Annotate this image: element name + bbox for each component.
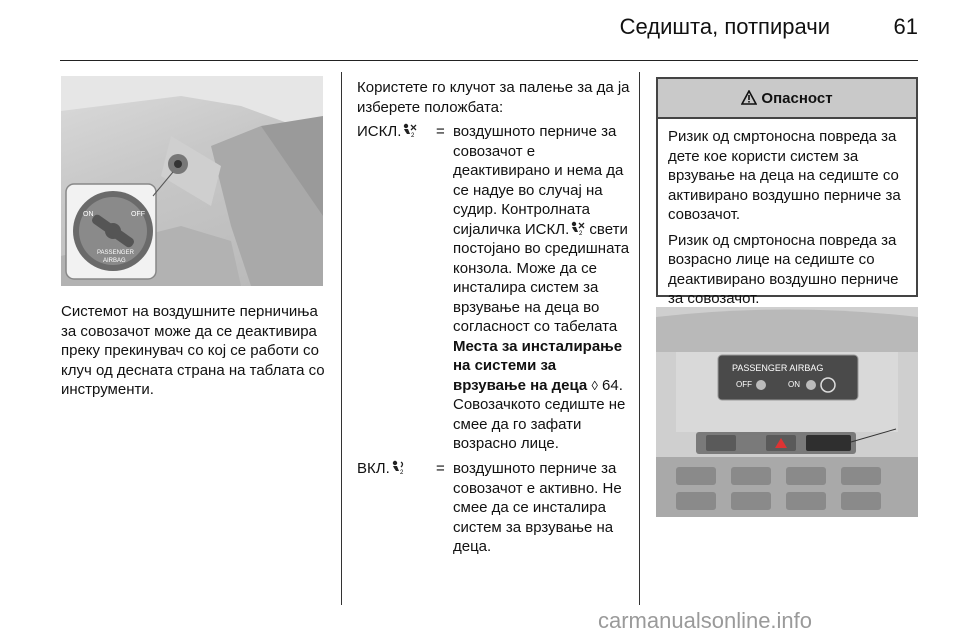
switch-airbag-label: AIRBAG xyxy=(103,258,126,264)
watermark: carmanualsonline.info xyxy=(598,608,813,633)
cross-reference-icon: ◊ xyxy=(591,377,598,393)
page-title: Седишта, потпирачи xyxy=(619,14,830,39)
switch-off-label: OFF xyxy=(131,211,145,218)
switch-on-label: ON xyxy=(83,211,94,218)
switch-passenger-label: PASSENGER xyxy=(97,250,134,256)
off-def-part-3: Совозачкото седиште не смее да го зафати возрасно лице. xyxy=(453,396,626,452)
indicator-off-label: OFF xyxy=(736,380,752,389)
header-rule xyxy=(60,60,918,61)
column-divider xyxy=(639,72,640,605)
on-equals: = xyxy=(436,460,445,477)
warning-triangle-icon xyxy=(741,90,757,106)
airbag-key-switch-figure xyxy=(61,76,323,286)
warning-title: Опасност xyxy=(761,89,833,107)
airbag-off-icon xyxy=(569,220,585,236)
off-equals: = xyxy=(436,123,445,140)
column-divider xyxy=(341,72,342,605)
on-definition: воздушното перниче за совозачот е активно. Не смее да се инсталира систем за врзување на деца. xyxy=(453,460,622,555)
svg-text:2: 2 xyxy=(399,470,404,475)
warning-header xyxy=(658,79,916,119)
airbag-on-icon xyxy=(390,459,406,475)
off-def-part-2: свети постојано во средишната конзола. Може да се инсталира систем за врзување на деца во согласност со табелата xyxy=(453,220,630,335)
svg-text:2: 2 xyxy=(579,230,583,236)
key-switch-illustration xyxy=(61,76,323,286)
off-def-part-1: воздушното перниче за совозачот е деактивирано и нема да се надуе во случај на судир. Контролната сијаличка ИСКЛ. xyxy=(453,123,624,238)
airbag-off-icon xyxy=(401,122,417,138)
warning-paragraph-1: Ризик од смртоносна повреда за дете кое користи систем за врзување на деца на седиште со активирано воздушно перниче за совозачот. xyxy=(668,128,901,223)
page-reference: 64. xyxy=(602,376,623,394)
indicator-on-label: ON xyxy=(788,380,800,389)
svg-text:2: 2 xyxy=(411,133,415,138)
warning-paragraph-2: Ризик од смртоносна повреда за возрасно лице на седиште со деактивирано воздушно перниче за совозачот. xyxy=(668,231,899,307)
child-seat-table-link[interactable]: Места за инсталирање на системи за врзување на деца xyxy=(453,337,623,394)
on-term: ВКЛ. 2 xyxy=(357,459,406,479)
page-number: 61 xyxy=(893,14,918,39)
off-definition xyxy=(453,122,633,454)
switch-caption: Системот на воздушните перничиња за совозачот може да се деактивира преку прекинувач со кој се работи со клуч од десната страна на таблата со инструменти. xyxy=(61,303,325,398)
console-illustration xyxy=(656,307,918,517)
off-term: ИСКЛ. 2 xyxy=(357,122,417,142)
position-intro: Користете го клучот за палење за да ја изберете положбата: xyxy=(357,79,630,116)
console-indicator-figure xyxy=(656,307,918,517)
danger-warning-box xyxy=(656,77,918,307)
indicator-label: PASSENGER AIRBAG xyxy=(732,363,824,373)
